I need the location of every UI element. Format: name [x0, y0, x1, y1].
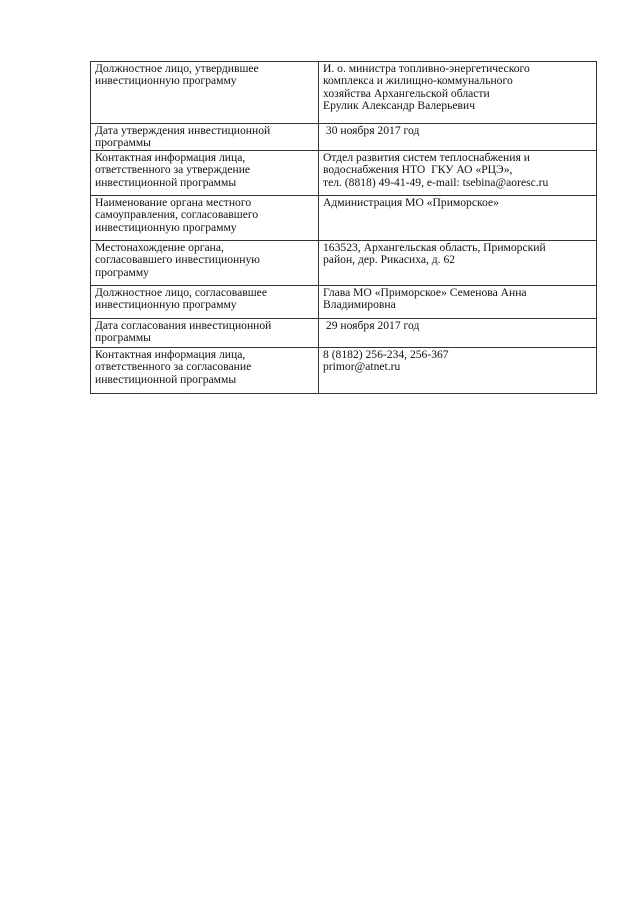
- row-value: 30 ноября 2017 год: [319, 124, 597, 151]
- table-row-authority-location: [91, 241, 597, 286]
- table-row-agreement-contact: [91, 348, 597, 394]
- row-value: Глава МО «Приморское» Семенова Анна Владимировна: [319, 286, 597, 319]
- row-value: 8 (8182) 256-234, 256-367 primor@atnet.ru: [319, 348, 597, 394]
- row-value: Администрация МО «Приморское»: [319, 196, 597, 241]
- table-row-agreement-date: [91, 319, 597, 348]
- table-row-agreeing-official: [91, 286, 597, 319]
- investment-program-info-table: [90, 61, 597, 394]
- row-value: 163523, Архангельская область, Приморский район, дер. Рикасиха, д. 62: [319, 241, 597, 286]
- table-row-approval-date: [91, 124, 597, 151]
- row-label: Наименование органа местного самоуправления, согласовавшего инвестиционную программу: [91, 196, 319, 241]
- row-value: 29 ноября 2017 год: [319, 319, 597, 348]
- row-label: Дата утверждения инвестиционной программы: [91, 124, 319, 151]
- table-row-local-authority: [91, 196, 597, 241]
- row-label: Должностное лицо, утвердившее инвестиционную программу: [91, 62, 319, 124]
- row-label: Должностное лицо, согласовавшее инвестиционную программу: [91, 286, 319, 319]
- row-value: И. о. министра топливно-энергетического комплекса и жилищно-коммунального хозяйства Архангельской области Ерулик Александр Валерьевич: [319, 62, 597, 124]
- table-row-approver-contact: [91, 151, 597, 196]
- row-label: Контактная информация лица, ответственного за утверждение инвестиционной программы: [91, 151, 319, 196]
- row-label: Дата согласования инвестиционной программы: [91, 319, 319, 348]
- row-value: Отдел развития систем теплоснабжения и водоснабжения НТО ГКУ АО «РЦЭ», тел. (8818) 49-41-49, e-mail: tsebina@aoresc.ru: [319, 151, 597, 196]
- table-row-approver: [91, 62, 597, 124]
- row-label: Местонахождение органа, согласовавшего инвестиционную программу: [91, 241, 319, 286]
- row-label: Контактная информация лица, ответственного за согласование инвестиционной программы: [91, 348, 319, 394]
